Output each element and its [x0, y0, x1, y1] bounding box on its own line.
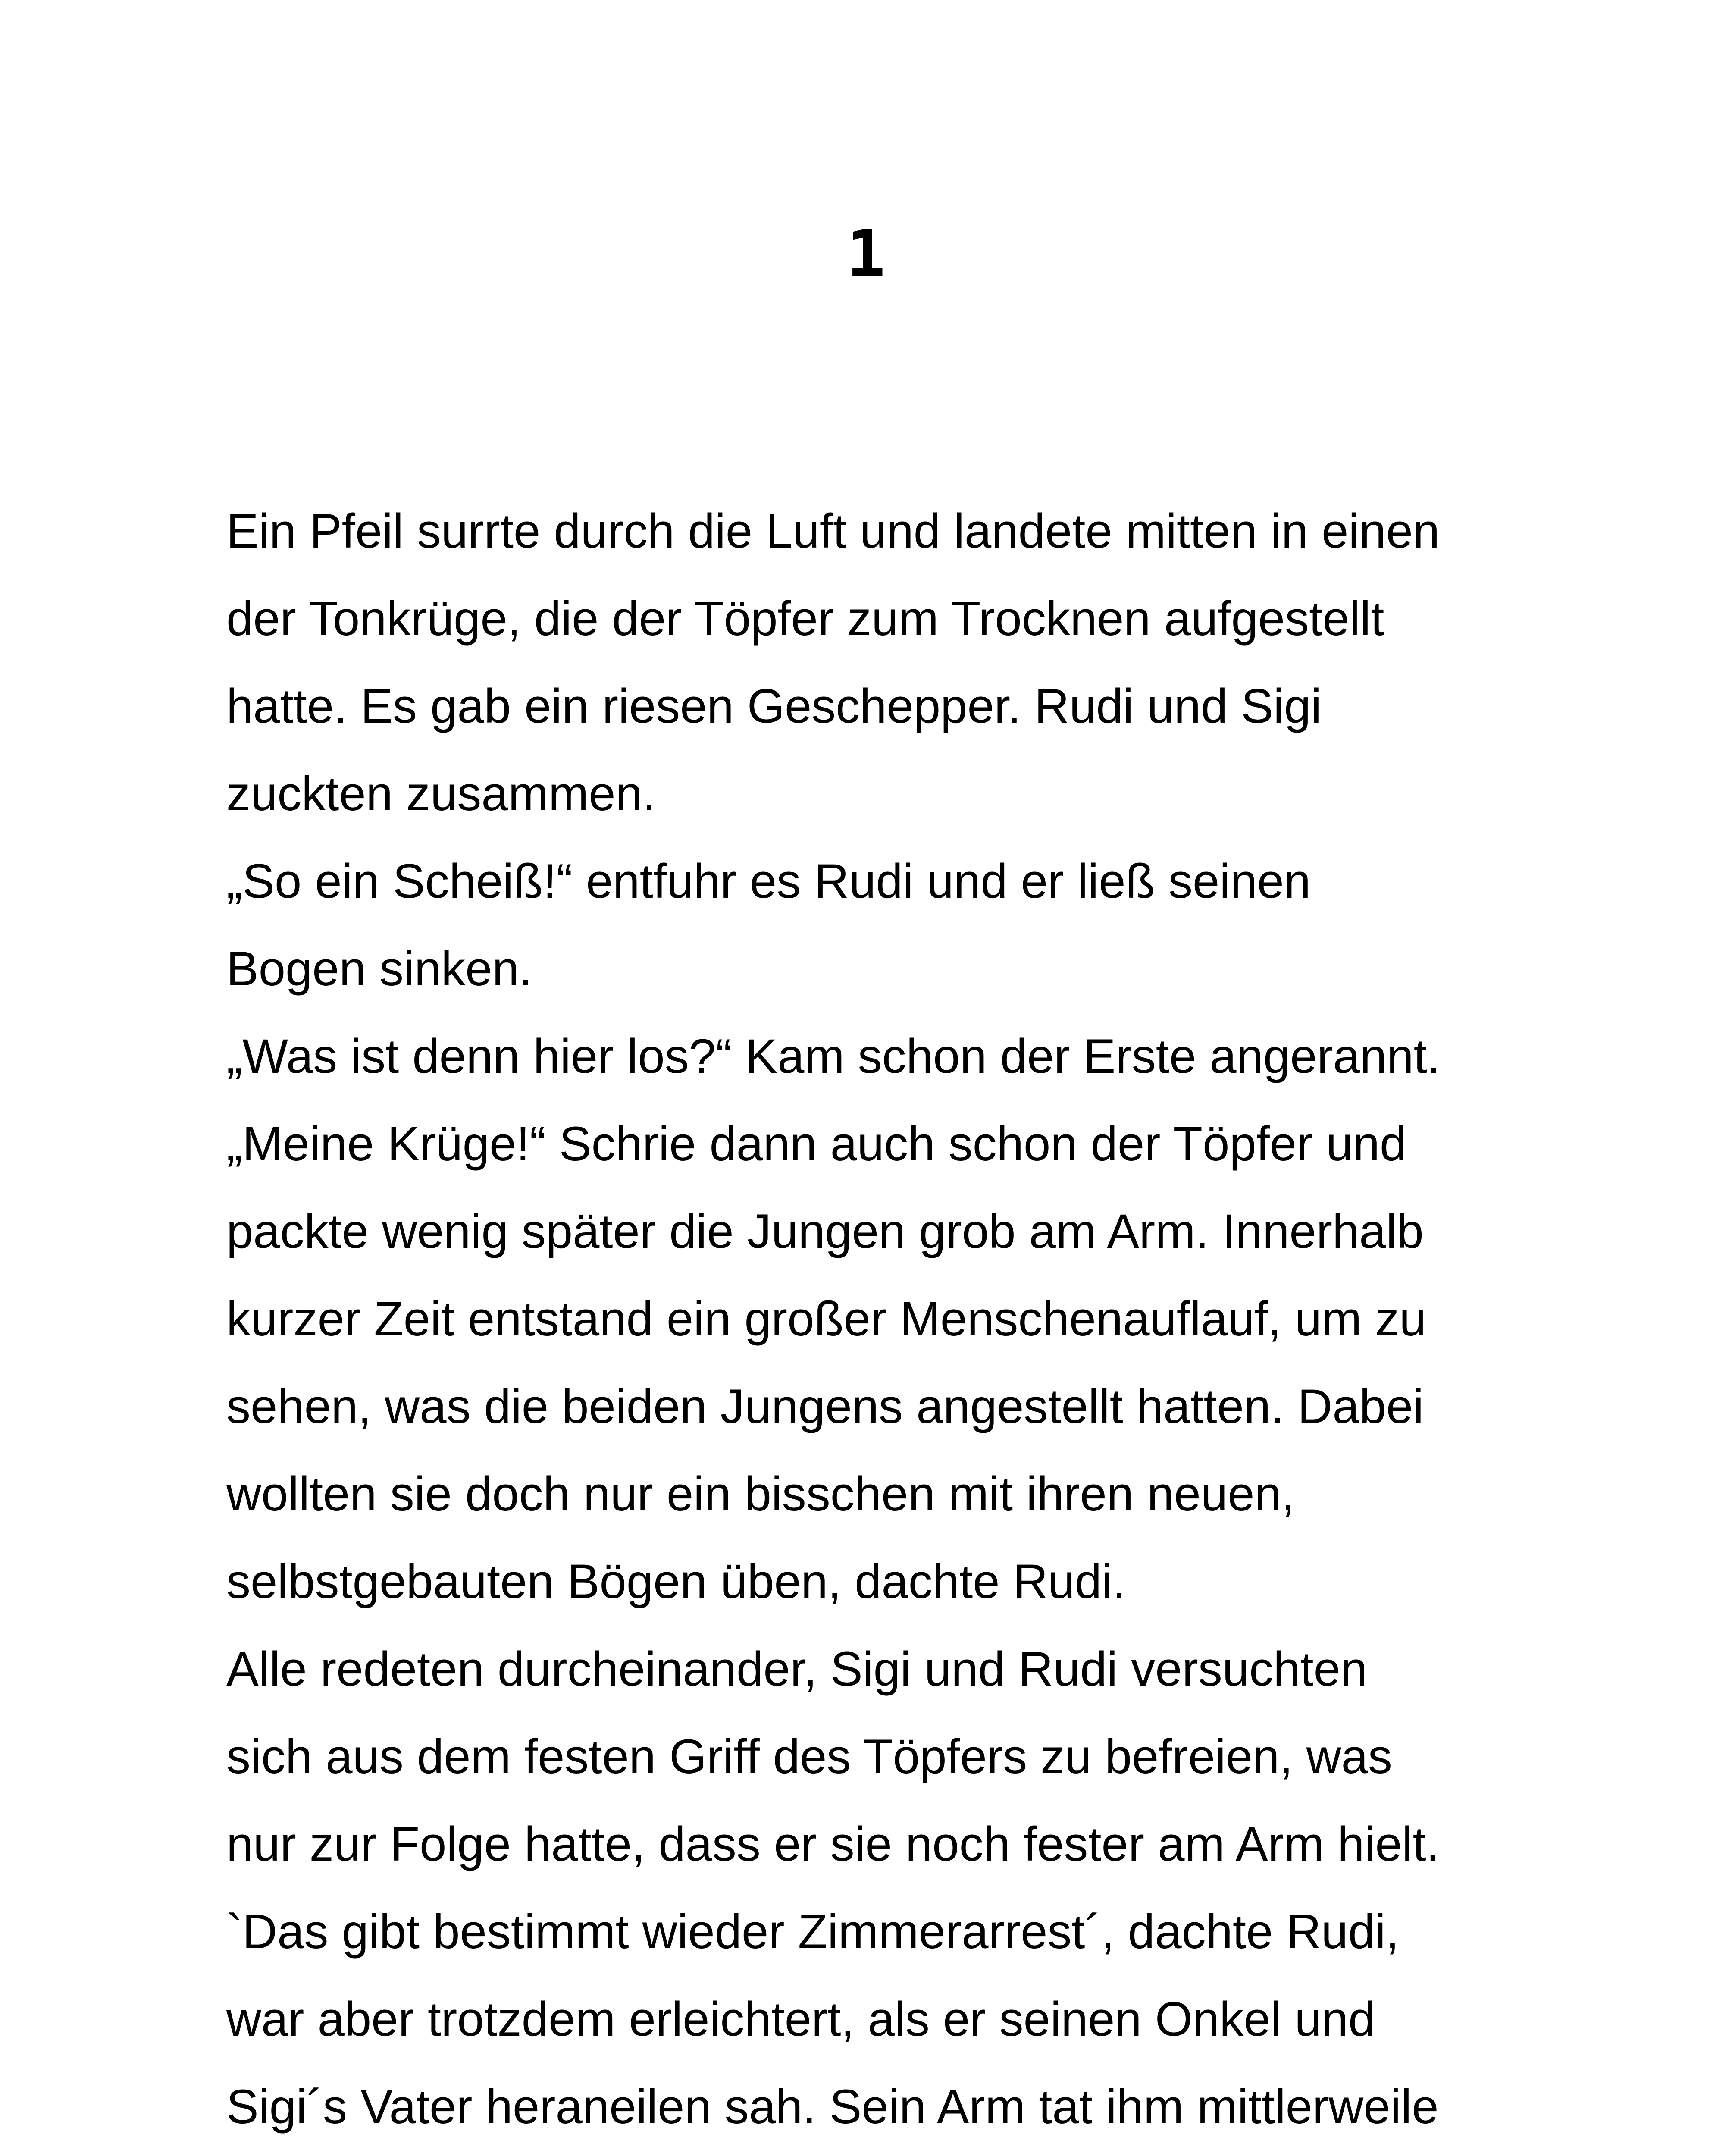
text-line: Ein Pfeil surrte durch die Luft und landete mitten in einen [226, 504, 1440, 558]
text-line: hatte. Es gab ein riesen Geschepper. Rudi und Sigi [226, 679, 1322, 733]
text-line: wollten sie doch nur ein bisschen mit ihren neuen, [226, 1467, 1295, 1521]
text-line: selbstgebauten Bögen üben, dachte Rudi. [226, 1554, 1126, 1608]
text-line: nur zur Folge hatte, dass er sie noch fester am Arm hielt. [226, 1817, 1440, 1871]
chapter-number: 1 [846, 217, 886, 292]
text-line: „Meine Krüge!“ Schrie dann auch schon der Töpfer und [226, 1117, 1407, 1171]
text-line: kurzer Zeit entstand ein großer Menschenauflauf, um zu [226, 1292, 1426, 1346]
text-line: war aber trotzdem erleichtert, als er seinen Onkel und [226, 1992, 1375, 2046]
text-line: `Das gibt bestimmt wieder Zimmerarrest´, dachte Rudi, [226, 1905, 1399, 1959]
text-line: sich aus dem festen Griff des Töpfers zu befreien, was [226, 1730, 1392, 1783]
text-line: Alle redeten durcheinander, Sigi und Rudi versuchten [226, 1642, 1368, 1696]
text-line: Sigi´s Vater heraneilen sah. Sein Arm tat ihm mittlerweile [226, 2080, 1439, 2134]
text-line: packte wenig später die Jungen grob am Arm. Innerhalb [226, 1204, 1424, 1258]
text-line: „So ein Scheiß!“ entfuhr es Rudi und er ließ seinen [226, 854, 1311, 908]
text-line: sehen, was die beiden Jungens angestellt hatten. Dabei [226, 1379, 1424, 1433]
text-line: „Was ist denn hier los?“ Kam schon der Erste angerannt. [226, 1029, 1441, 1083]
body-text [226, 487, 1563, 2150]
text-line: Bogen sinken. [226, 942, 532, 996]
text-line: der Tonkrüge, die der Töpfer zum Trocknen aufgestellt [226, 592, 1384, 646]
text-line: zuckten zusammen. [226, 767, 656, 821]
